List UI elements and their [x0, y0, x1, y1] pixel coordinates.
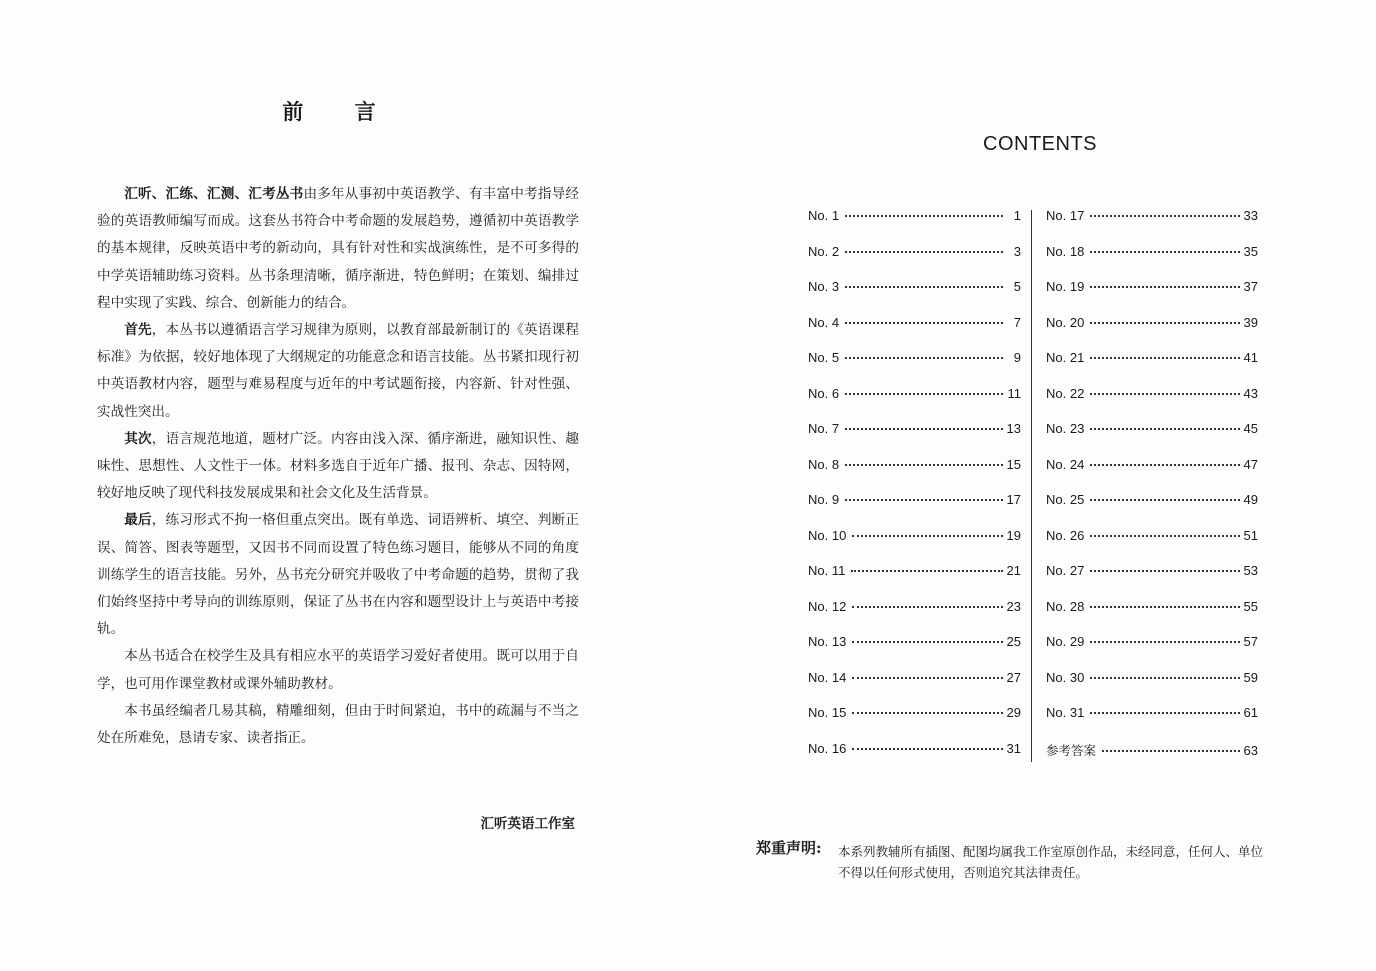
toc-entry-page: 35: [1243, 243, 1258, 259]
toc-entry[interactable]: [1046, 528, 1258, 564]
toc-entry[interactable]: [1046, 634, 1258, 670]
toc-dot-leader: [852, 677, 1002, 679]
toc-entry-page: 29: [1006, 705, 1021, 720]
toc-entry-label: No. 31: [1046, 705, 1085, 720]
toc-entry-page: 47: [1243, 456, 1258, 472]
toc-entry[interactable]: [808, 279, 1021, 315]
toc-entry[interactable]: [808, 244, 1021, 280]
toc-entry-page: 51: [1243, 527, 1258, 543]
paragraph-lead: 其次: [124, 430, 152, 447]
toc-dot-leader: [1090, 464, 1239, 466]
toc-entry-label: No. 19: [1046, 279, 1085, 294]
toc-entry-page: 31: [1006, 740, 1021, 756]
toc-entry[interactable]: [808, 705, 1021, 741]
toc-entry-page: 11: [1007, 385, 1021, 401]
notice-title: 郑重声明:: [756, 839, 822, 857]
toc-entry-label: No. 14: [808, 669, 847, 685]
toc-entry-page: 37: [1243, 279, 1258, 294]
toc-entry-label: No. 20: [1046, 314, 1085, 330]
toc-entry-label: No. 13: [808, 634, 847, 649]
toc-entry[interactable]: [808, 315, 1021, 351]
toc-entry[interactable]: [1046, 563, 1258, 599]
toc-entry-page: 23: [1006, 598, 1021, 614]
toc-entry-label: No. 10: [808, 527, 847, 543]
toc-entry-page: 5: [1013, 279, 1021, 294]
toc-entry-page: 25: [1006, 634, 1021, 649]
toc-entry[interactable]: [808, 457, 1021, 493]
toc-entry-label: No. 11: [808, 563, 846, 578]
toc-entry-label: No. 7: [808, 421, 840, 436]
toc-entry-label: No. 22: [1046, 385, 1085, 401]
toc-entry[interactable]: [1046, 599, 1258, 635]
toc-entry-page: 59: [1243, 669, 1258, 685]
toc-entry-page: 17: [1006, 492, 1021, 507]
preface-paragraph: [97, 317, 579, 426]
toc-entry-page: 19: [1006, 527, 1021, 543]
toc-entry-label: No. 12: [808, 598, 847, 614]
toc-dot-leader: [1102, 750, 1240, 752]
toc-dot-leader: [852, 712, 1002, 714]
toc-dot-leader: [1090, 393, 1239, 395]
toc-entry-label: No. 21: [1046, 350, 1085, 365]
toc-entry[interactable]: [1046, 421, 1258, 457]
toc-entry[interactable]: [1046, 741, 1258, 777]
toc-entry[interactable]: [808, 599, 1021, 635]
paragraph-text: 本丛书适合在校学生及具有相应水平的英语学习爱好者使用。既可以用于自学，也可用作课堂教材或课外辅助教材。: [97, 648, 579, 692]
toc-entry-label: No. 28: [1046, 598, 1085, 614]
paragraph-text: 本书虽经编者几易其稿，精雕细刻，但由于时间紧迫，书中的疏漏与不当之处在所难免，恳请专家、读者指正。: [97, 702, 579, 747]
toc-entry-label: No. 8: [808, 456, 840, 472]
preface-paragraph: [97, 181, 579, 317]
toc-entry-page: 15: [1006, 456, 1021, 472]
paragraph-lead: 最后: [124, 512, 152, 529]
toc-dot-leader: [1090, 712, 1239, 714]
toc-dot-leader: [845, 251, 1003, 253]
toc-entry-label: No. 1: [808, 208, 840, 223]
toc-entry-label: No. 17: [1046, 208, 1085, 223]
toc-entry[interactable]: [1046, 457, 1258, 493]
preface-body: [97, 181, 579, 752]
toc-entry-page: 43: [1243, 385, 1258, 401]
toc-entry-page: 53: [1243, 563, 1258, 578]
paragraph-text: ，语言规范地道，题材广泛。内容由浅入深、循序渐进，融知识性、趣味性、思想性、人文性于一体。材料多选自于近年广播、报刊、杂志、因特网，较好地反映了现代科技发展成果和社会文化及生活背景。: [97, 430, 579, 502]
toc-entry-label: No. 27: [1046, 563, 1085, 578]
toc-entry-label: No. 2: [808, 243, 840, 259]
toc-entry[interactable]: [1046, 705, 1258, 741]
toc-entry[interactable]: [808, 563, 1021, 599]
toc-dot-leader: [1090, 606, 1239, 608]
toc-entry-page: 33: [1243, 208, 1258, 223]
paragraph-text: ，练习形式不拘一格但重点突出。既有单选、词语辨析、填空、判断正误、简答、图表等题型，又因书不同而设置了特色练习题目，能够从不同的角度训练学生的语言技能。另外，丛书充分研究并吸收了中考命题的趋势，贯彻了我们始终坚持中考导向的训练原则，保证了丛书在内容和题型设计上与英语中考接轨。: [97, 512, 579, 638]
toc-entry-page: 1: [1013, 208, 1021, 223]
toc-entry-label: No. 16: [808, 740, 847, 756]
toc-dot-leader: [852, 535, 1002, 537]
toc-entry-label: No. 25: [1046, 492, 1085, 507]
toc-dot-leader: [1090, 251, 1239, 253]
toc-dot-leader: [1090, 677, 1239, 679]
toc-entry-label: No. 24: [1046, 456, 1085, 472]
toc-dot-leader: [845, 286, 1003, 288]
toc-dot-leader: [845, 357, 1003, 359]
toc-entry-page: 27: [1006, 669, 1021, 685]
toc-entry[interactable]: [808, 741, 1021, 777]
toc-dot-leader: [845, 393, 1003, 395]
preface-paragraph: [97, 643, 579, 697]
paragraph-lead: 首先: [124, 322, 152, 339]
contents-title: CONTENTS: [983, 133, 1097, 155]
toc-entry[interactable]: [1046, 492, 1258, 528]
toc-dot-leader: [1090, 322, 1239, 324]
toc-entry-label: No. 3: [808, 279, 840, 294]
preface-paragraph: [97, 426, 579, 508]
toc-entry[interactable]: [808, 350, 1021, 386]
toc-dot-leader: [845, 499, 1002, 501]
toc-dot-leader: [1090, 428, 1239, 430]
toc-entry[interactable]: [808, 421, 1021, 457]
toc-dot-leader: [1090, 535, 1239, 537]
toc-entry-label: No. 30: [1046, 669, 1085, 685]
toc-entry-page: 55: [1243, 598, 1258, 614]
toc-entry-label: No. 4: [808, 314, 840, 330]
toc-dot-leader: [852, 748, 1002, 750]
preface-title: 前 言: [282, 100, 398, 124]
paragraph-lead: 汇听、汇练、汇测、汇考丛书: [124, 186, 304, 202]
toc-entry-page: 9: [1013, 350, 1021, 365]
toc-entry-page: 39: [1243, 314, 1258, 330]
toc-entry-label: No. 15: [808, 705, 847, 720]
toc-entry[interactable]: [1046, 315, 1258, 351]
toc-entry[interactable]: [1046, 670, 1258, 706]
toc-entry[interactable]: [808, 386, 1021, 422]
toc-entry[interactable]: [1046, 279, 1258, 315]
toc-entry-label: No. 5: [808, 350, 840, 365]
toc-entry-page: 63: [1243, 742, 1258, 758]
toc-entry[interactable]: [808, 492, 1021, 528]
toc-dot-leader: [852, 606, 1002, 608]
paragraph-text: 由多年从事初中英语教学、有丰富中考指导经验的英语教师编写而成。这套丛书符合中考命题的发展趋势，遵循初中英语教学的基本规律，反映英语中考的新动向，具有针对性和实战演练性，是不可多得的中学英语辅助练习资料。丛书条理清晰，循序渐进，特色鲜明；在策划、编排过程中实现了实践、综合、创新能力的结合。: [97, 186, 580, 311]
toc-dot-leader: [851, 570, 1002, 572]
toc-dot-leader: [845, 322, 1003, 324]
toc-entry-page: 49: [1243, 492, 1258, 507]
toc-entry-label: No. 26: [1046, 527, 1085, 543]
contents-page: [688, 0, 1376, 971]
toc-entry-label: No. 29: [1046, 634, 1085, 649]
toc-entry-page: 3: [1013, 243, 1021, 259]
toc-entry-page: 7: [1013, 314, 1021, 330]
toc-entry[interactable]: [808, 528, 1021, 564]
toc-divider: [1031, 210, 1032, 762]
toc-dot-leader: [845, 464, 1002, 466]
toc-dot-leader: [852, 641, 1002, 643]
toc-entry-label: 参考答案: [1046, 742, 1097, 758]
toc-entry-label: No. 18: [1046, 243, 1085, 259]
preface-paragraph: [97, 698, 579, 752]
toc-entry-label: No. 9: [808, 492, 840, 507]
toc-dot-leader: [845, 215, 1003, 217]
notice-line: 不得以任何形式使用，否则追究其法律责任。: [838, 865, 1089, 880]
toc-entry-page: 45: [1243, 421, 1258, 436]
toc-dot-leader: [1090, 570, 1239, 572]
toc-dot-leader: [845, 428, 1002, 430]
toc-dot-leader: [1090, 357, 1239, 359]
toc-entry[interactable]: [808, 634, 1021, 670]
toc-column-right: [1046, 208, 1258, 776]
notice-line: 本系列教辅所有插图、配图均属我工作室原创作品，未经同意，任何人、单位: [838, 844, 1264, 859]
toc-entry-page: 61: [1243, 705, 1258, 720]
toc-dot-leader: [1090, 215, 1239, 217]
toc-entry[interactable]: [808, 670, 1021, 706]
toc-column-left: [808, 208, 1021, 776]
preface-paragraph: [97, 507, 579, 643]
toc-entry-label: No. 23: [1046, 421, 1085, 436]
toc-entry[interactable]: [808, 208, 1021, 244]
paragraph-text: ，本丛书以遵循语言学习规律为原则，以教育部最新制订的《英语课程标准》为依据，较好地体现了大纲规定的功能意念和语言技能。丛书紧扣现行初中英语教材内容，题型与难易程度与近年的中考试题衔接，内容新、针对性强、实战性突出。: [97, 322, 579, 420]
toc-entry-page: 57: [1243, 634, 1258, 649]
toc-entry[interactable]: [1046, 244, 1258, 280]
toc-entry-page: 41: [1243, 350, 1258, 365]
toc-entry[interactable]: [1046, 208, 1258, 244]
toc-dot-leader: [1090, 499, 1239, 501]
toc-entry[interactable]: [1046, 386, 1258, 422]
notice-text: [838, 841, 1308, 883]
toc-entry-label: No. 6: [808, 385, 840, 401]
toc-entry[interactable]: [1046, 350, 1258, 386]
preface-signature: 汇听英语工作室: [480, 816, 575, 832]
toc-dot-leader: [1090, 641, 1239, 643]
toc-entry-page: 13: [1006, 421, 1021, 436]
toc-entry-page: 21: [1006, 563, 1021, 578]
toc-dot-leader: [1090, 286, 1239, 288]
